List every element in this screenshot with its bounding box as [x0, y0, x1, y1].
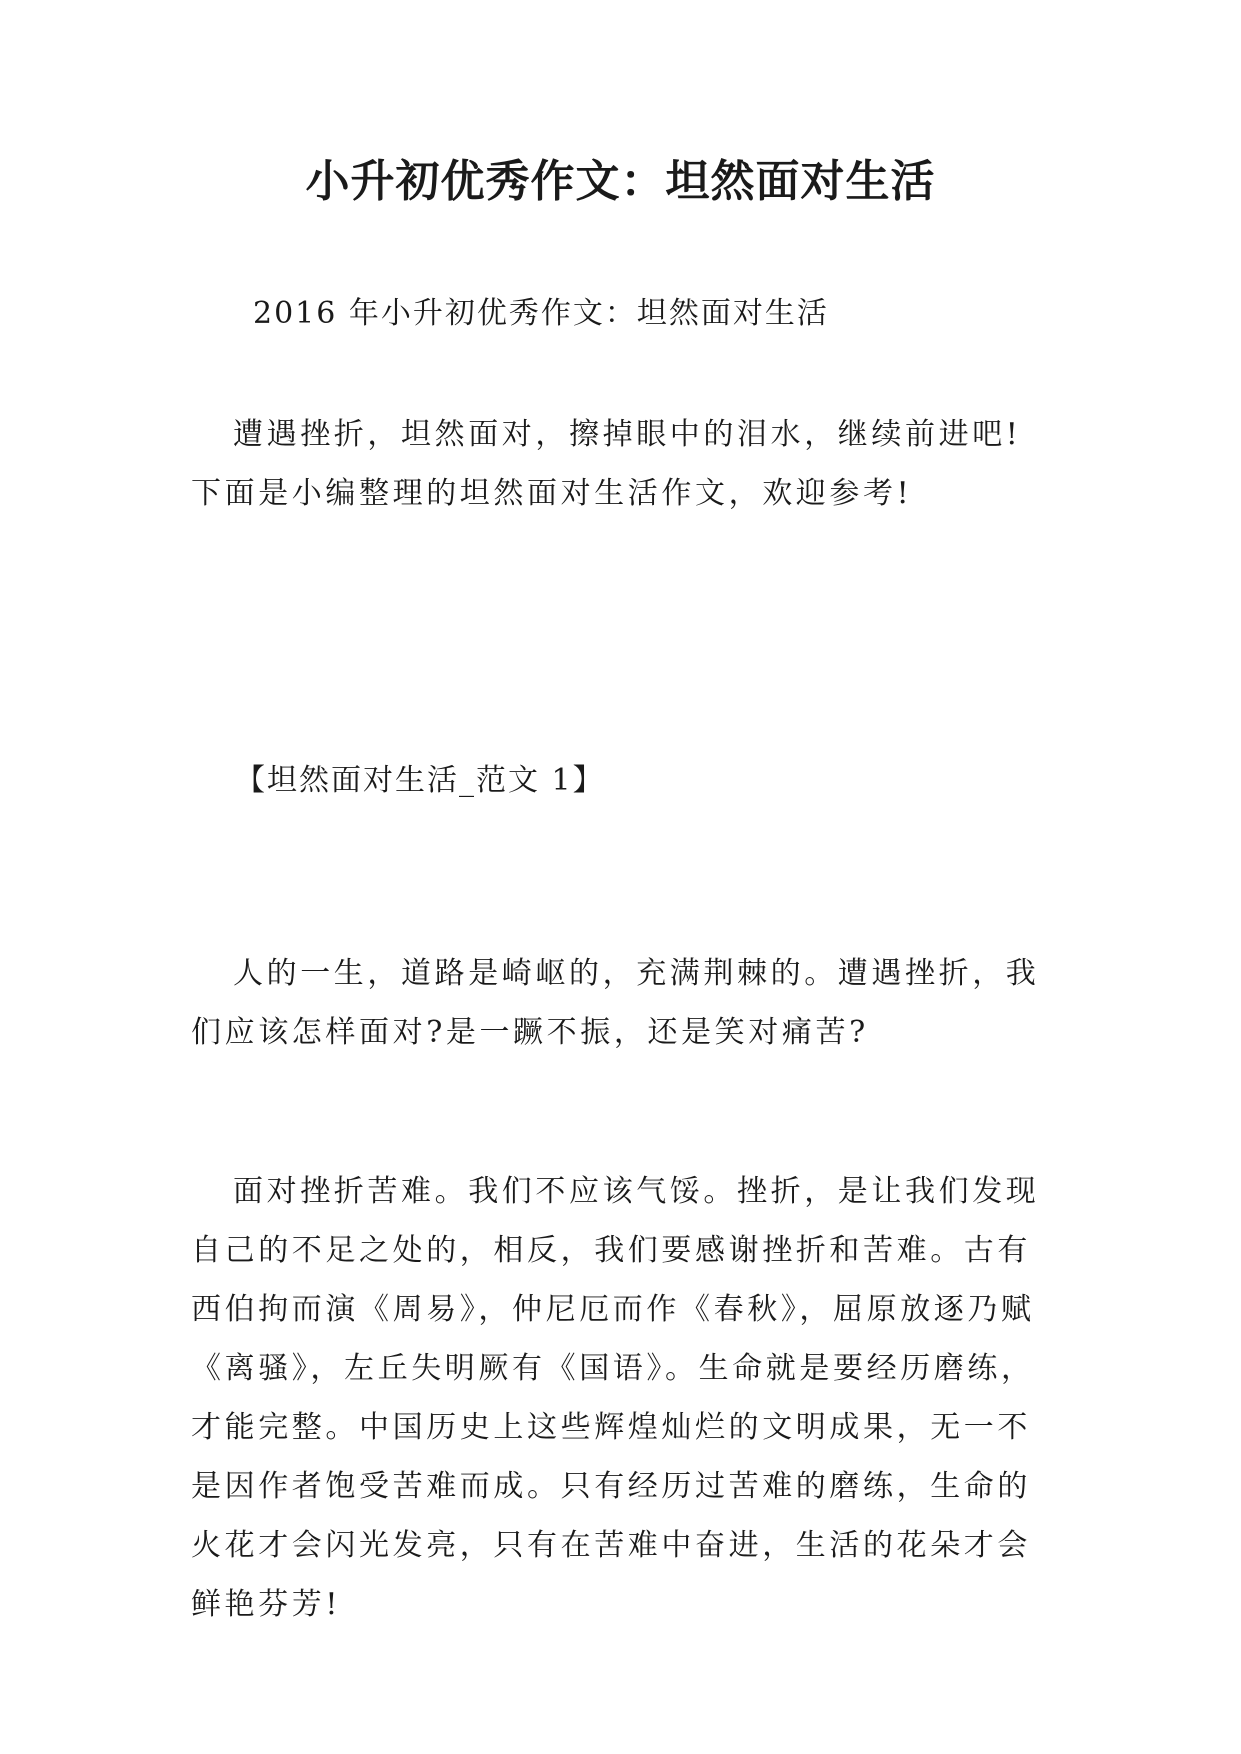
- intro-paragraph: 遭遇挫折，坦然面对，擦掉眼中的泪水，继续前进吧!下面是小编整理的坦然面对生活作文，欢迎参考!: [191, 417, 1022, 511]
- body-paragraph: 人的一生，道路是崎岖的，充满荆棘的。遭遇挫折，我们应该怎样面对?是一蹶不振，还是笑对痛苦?: [191, 956, 1040, 1050]
- body-paragraph: 面对挫折苦难。我们不应该气馁。挫折，是让我们发现自己的不足之处的，相反，我们要感谢挫折和苦难。古有西伯拘而演《周易》，仲尼厄而作《春秋》，屈原放逐乃赋《离骚》，左丘失明厥有《国语》。生命就是要经历磨练，才能完整。中国历史上这些辉煌灿烂的文明成果，无一不是因作者饱受苦难而成。只有经历过苦难的磨练，生命的火花才会闪光发亮，只有在苦难中奋进，生活的花朵才会鲜艳芬芳!: [191, 1174, 1040, 1622]
- document-title: 小升初优秀作文：坦然面对生活: [305, 156, 936, 207]
- document-subtitle: 2016 年小升初优秀作文：坦然面对生活: [253, 296, 829, 331]
- section-label: 【坦然面对生活_范文 1】: [235, 763, 605, 798]
